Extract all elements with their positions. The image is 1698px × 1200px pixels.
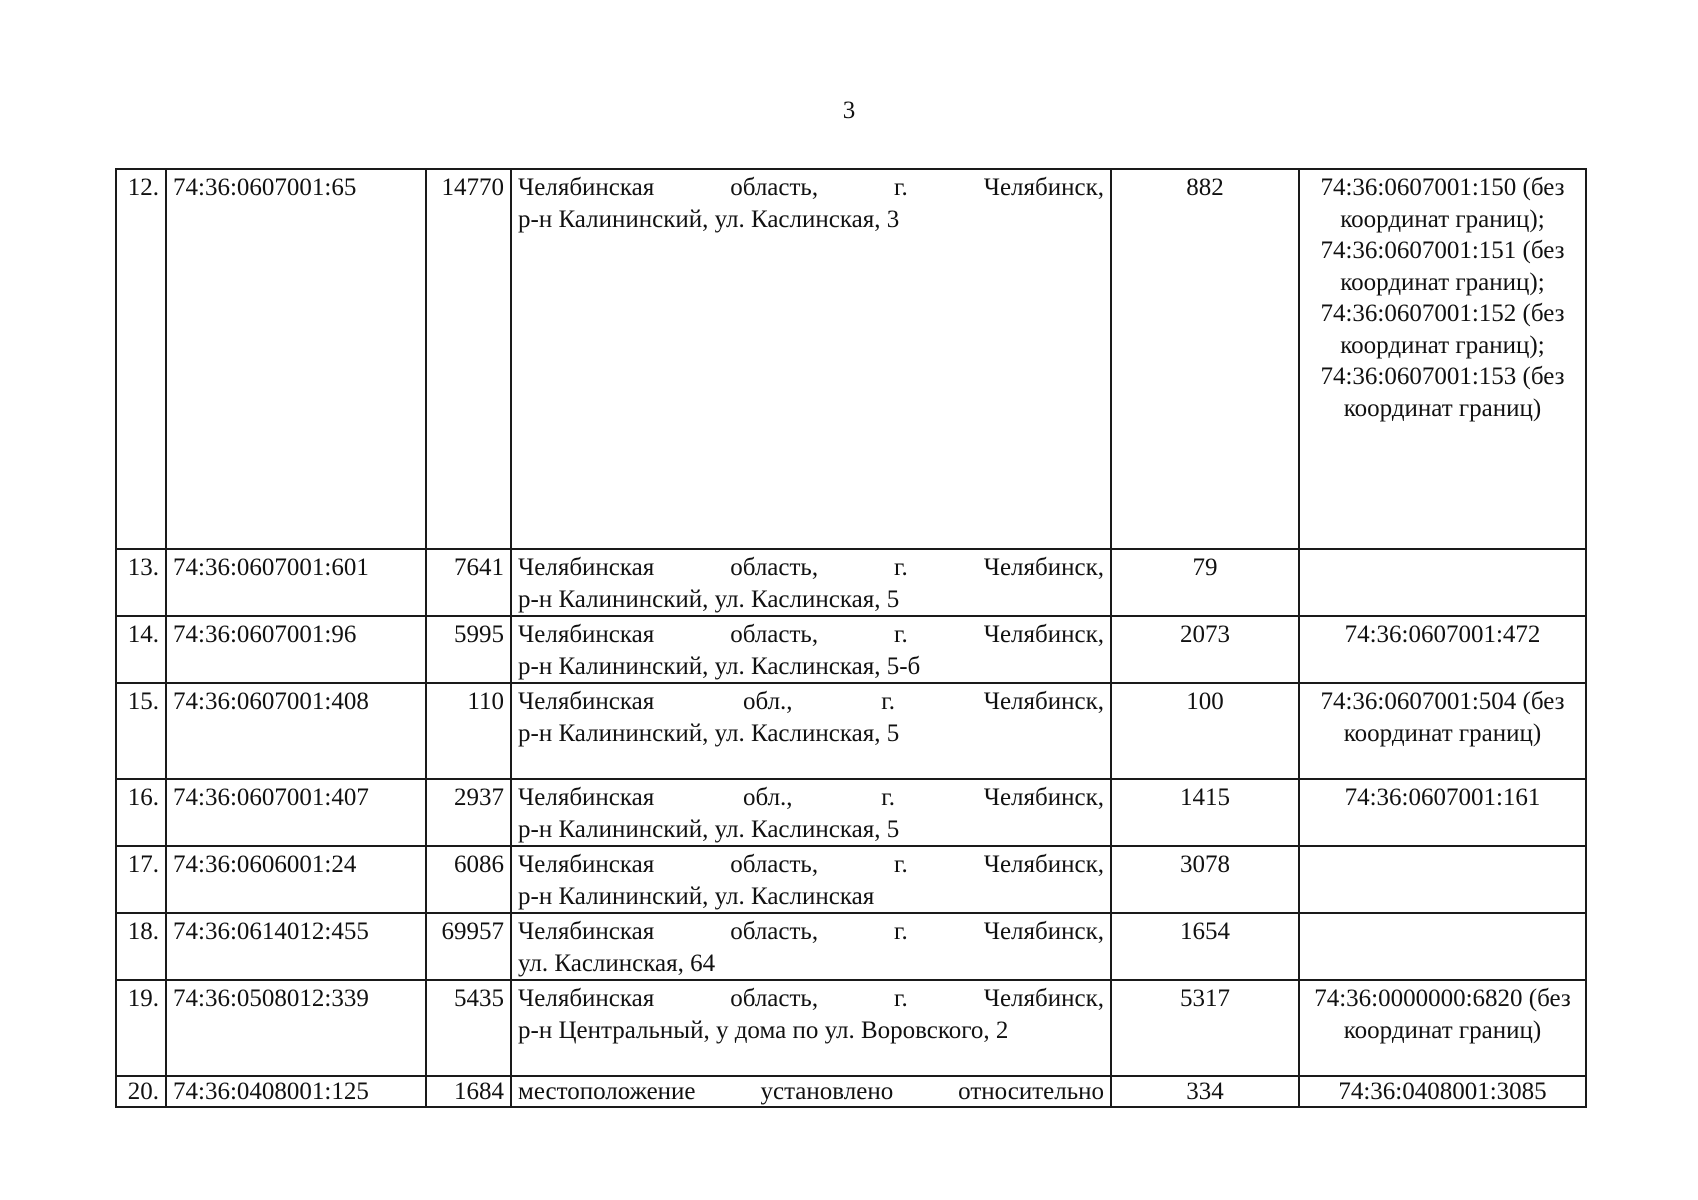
- parcel-address: [511, 846, 1111, 913]
- table-row: [116, 683, 1586, 779]
- address-line-2: ул. Каслинская, 64: [518, 949, 716, 977]
- parcel-area: 6086: [426, 846, 511, 913]
- related-objects: 74:36:0408001:3085: [1299, 1076, 1586, 1107]
- address-line-2: р-н Калининский, ул. Каслинская, 5-б: [518, 652, 921, 680]
- row-number: 12.: [116, 169, 166, 549]
- address-line-1: Челябинская область, г. Челябинск,: [518, 174, 1104, 201]
- row-number: 20.: [116, 1076, 166, 1107]
- parcel-area: 7641: [426, 549, 511, 616]
- related-objects: [1299, 549, 1586, 616]
- parcel-area: 5435: [426, 980, 511, 1076]
- address-line-1: местоположение установлено относительно: [518, 1078, 1104, 1105]
- address-line-1: Челябинская область, г. Челябинск,: [518, 985, 1104, 1012]
- encumbrance-area: 1654: [1111, 913, 1299, 980]
- table-row: [116, 549, 1586, 616]
- related-objects: 74:36:0607001:504 (без координат границ): [1299, 683, 1586, 779]
- encumbrance-area: 5317: [1111, 980, 1299, 1076]
- related-objects: 74:36:0607001:161: [1299, 779, 1586, 846]
- parcel-address: [511, 169, 1111, 549]
- encumbrance-area: 79: [1111, 549, 1299, 616]
- parcel-address: [511, 1076, 1111, 1107]
- cadastral-number: 74:36:0607001:407: [166, 779, 426, 846]
- table-row: [116, 913, 1586, 980]
- related-objects: 74:36:0607001:150 (без координат границ); 74:36:0607001:151 (без координат границ); 74:36:0607001:152 (без координат границ); 74:36:0607001:153 (без координат границ): [1299, 169, 1586, 549]
- parcel-area: 5995: [426, 616, 511, 683]
- parcel-area: 2937: [426, 779, 511, 846]
- related-objects: [1299, 913, 1586, 980]
- table-row: [116, 779, 1586, 846]
- parcel-address: [511, 980, 1111, 1076]
- address-line-2: р-н Калининский, ул. Каслинская, 5: [518, 815, 900, 843]
- address-line-1: Челябинская область, г. Челябинск,: [518, 851, 1104, 878]
- address-line-1: Челябинская обл., г. Челябинск,: [518, 688, 1104, 715]
- encumbrance-area: 1415: [1111, 779, 1299, 846]
- parcel-address: [511, 913, 1111, 980]
- related-objects: [1299, 846, 1586, 913]
- row-number: 18.: [116, 913, 166, 980]
- address-line-1: Челябинская область, г. Челябинск,: [518, 621, 1104, 648]
- cadastral-number: 74:36:0607001:96: [166, 616, 426, 683]
- encumbrance-area: 334: [1111, 1076, 1299, 1107]
- cadastral-number: 74:36:0606001:24: [166, 846, 426, 913]
- address-line-2: р-н Калининский, ул. Каслинская, 5: [518, 719, 900, 747]
- related-objects: 74:36:0000000:6820 (без координат границ): [1299, 980, 1586, 1076]
- page-number: 3: [842, 97, 856, 124]
- table-row: [116, 1076, 1586, 1107]
- cadastral-number: 74:36:0614012:455: [166, 913, 426, 980]
- cadastral-number: 74:36:0607001:601: [166, 549, 426, 616]
- address-line-1: Челябинская область, г. Челябинск,: [518, 554, 1104, 581]
- related-objects: 74:36:0607001:472: [1299, 616, 1586, 683]
- encumbrance-area: 3078: [1111, 846, 1299, 913]
- encumbrance-area: 2073: [1111, 616, 1299, 683]
- table-row: [116, 980, 1586, 1076]
- parcel-address: [511, 779, 1111, 846]
- address-line-2: р-н Калининский, ул. Каслинская, 3: [518, 205, 900, 233]
- table-row: [116, 846, 1586, 913]
- parcel-area: 110: [426, 683, 511, 779]
- table-row: [116, 616, 1586, 683]
- table-row: [116, 169, 1586, 549]
- land-parcels-table: [115, 168, 1587, 1108]
- address-line-1: Челябинская обл., г. Челябинск,: [518, 784, 1104, 811]
- cadastral-number: 74:36:0508012:339: [166, 980, 426, 1076]
- encumbrance-area: 100: [1111, 683, 1299, 779]
- parcel-address: [511, 683, 1111, 779]
- cadastral-number: 74:36:0607001:65: [166, 169, 426, 549]
- address-line-2: р-н Калининский, ул. Каслинская: [518, 882, 875, 910]
- row-number: 16.: [116, 779, 166, 846]
- parcel-area: 14770: [426, 169, 511, 549]
- cadastral-number: 74:36:0408001:125: [166, 1076, 426, 1107]
- parcel-area: 1684: [426, 1076, 511, 1107]
- row-number: 17.: [116, 846, 166, 913]
- address-line-2: р-н Центральный, у дома по ул. Воровского, 2: [518, 1016, 1009, 1044]
- address-line-2: р-н Калининский, ул. Каслинская, 5: [518, 585, 900, 613]
- parcel-address: [511, 616, 1111, 683]
- parcel-address: [511, 549, 1111, 616]
- row-number: 14.: [116, 616, 166, 683]
- row-number: 13.: [116, 549, 166, 616]
- encumbrance-area: 882: [1111, 169, 1299, 549]
- parcel-area: 69957: [426, 913, 511, 980]
- address-line-1: Челябинская область, г. Челябинск,: [518, 918, 1104, 945]
- row-number: 15.: [116, 683, 166, 779]
- cadastral-number: 74:36:0607001:408: [166, 683, 426, 779]
- row-number: 19.: [116, 980, 166, 1076]
